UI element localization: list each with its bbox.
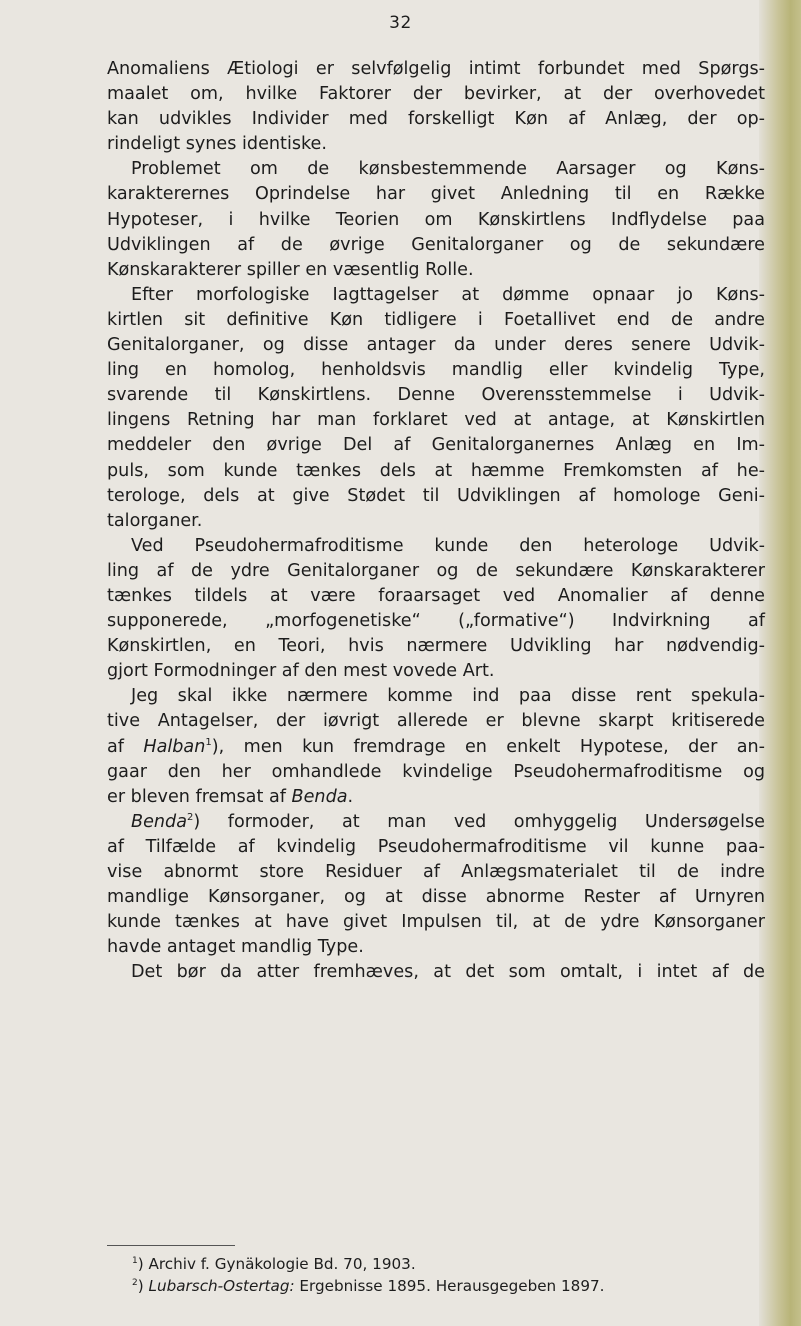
text-segment: Hypoteser, i hvilke Teorien om Kønskirtlens Indflydelse paa [107,209,765,230]
text-line [107,534,765,559]
text-segment: tive Antagelser, der iøvrigt allerede er blevne skarpt kritiserede [107,711,765,732]
text-line [107,835,765,860]
text-line [107,684,765,709]
text-segment: ) [137,1277,149,1295]
text-segment: svarende til Kønskirtlens. Denne Overensstemmelse i Udvik- [107,385,765,406]
italic-name: Halban [143,736,206,757]
footnote-mark: 1 [132,1256,138,1266]
italic-name: Lubarsch-Ostertag: [148,1277,295,1295]
italic-name: Benda [291,786,348,807]
text-line [107,333,765,358]
text-segment: tænkes tildels at være foraarsaget ved Anomalier af denne [107,585,765,606]
text-segment: rindeligt synes identiske. [107,134,327,155]
footnote-ref: 2 [187,811,194,823]
footnote-mark: 2 [132,1278,138,1288]
text-segment: lingens Retning har man forklaret ved at antage, at Kønskirtlen [107,410,765,431]
footnote [107,1275,765,1297]
text-segment: talorganer. [107,510,203,531]
text-segment: . [347,786,354,807]
text-segment: vise abnormt store Residuer af Anlægsmaterialet til de indre [107,862,765,882]
text-line [107,433,765,458]
footnote-ref: 1 [205,736,212,748]
text-line [107,559,765,584]
text-line [107,208,765,233]
text-line [107,308,765,333]
text-line [107,609,765,634]
text-segment: Genitalorganer, og disse antager da under deres senere Udvik- [107,335,765,356]
text-segment: Udviklingen af de øvrige Genitalorganer og de sekundære [107,234,765,255]
text-line [107,935,765,960]
text-line [107,509,765,534]
text-segment: kunde tænkes at have givet Impulsen til, at de ydre Kønsorganer [107,912,765,933]
page-number: 32 [389,13,412,33]
text-line [107,735,765,760]
text-segment: Problemet om de kønsbestemmende Aarsager og Køns- [131,159,765,180]
text-segment: Ved Pseudohermafroditisme kunde den heterologe Udvik- [131,535,765,556]
text-line [107,358,765,383]
footnotes [107,1253,765,1297]
text-line [107,258,765,283]
footnote-rule [107,1245,235,1246]
body-text [107,57,765,985]
text-segment: kirtlen sit definitive Køn tidligere i Foetallivet end de andre [107,309,765,330]
text-line [107,910,765,935]
text-segment: ling af de ydre Genitalorganer og de sekundære Kønskarakterer [107,560,765,581]
text-segment: terologe, dels at give Stødet til Udviklingen af homologe Geni- [107,485,765,506]
text-segment: puls, som kunde tænkes dels at hæmme Fremkomsten af he- [107,460,765,481]
footnote [107,1253,765,1275]
text-segment: meddeler den øvrige Del af Genitalorganernes Anlæg en Im- [107,435,765,456]
text-line [107,132,765,157]
text-segment: gjort Formodninger af den mest vovede Art. [107,661,495,682]
text-segment: mandlige Kønsorganer, og at disse abnorme Rester af Urnyren [107,887,765,908]
text-line [107,459,765,484]
text-segment: af [107,736,144,757]
text-line [107,157,765,182]
text-line [107,57,765,82]
text-line [107,82,765,107]
text-line [107,709,765,734]
text-line [107,233,765,258]
text-segment: kan udvikles Individer med forskelligt Køn af Anlæg, der op- [107,109,765,130]
text-segment: af Tilfælde af kvindelig Pseudohermafroditisme vil kunne paa- [107,836,765,857]
text-segment: maalet om, hvilke Faktorer der bevirker, at der overhovedet [107,84,765,105]
text-line [107,484,765,509]
text-line [107,810,765,835]
text-line [107,408,765,433]
text-segment: Efter morfologiske Iagttagelser at dømme opnaar jo Køns- [131,284,765,305]
text-segment: karakterernes Oprindelse har givet Anledning til en Række [107,184,765,205]
text-segment: supponerede, „morfogenetiske“ („formative“) Indvirkning af [107,611,765,632]
text-line [107,182,765,207]
text-line [107,785,765,810]
text-line [107,860,765,885]
page-edge [759,0,801,1326]
text-segment: havde antaget mandlig Type. [107,937,364,958]
text-segment: er bleven fremsat af [107,786,292,807]
text-segment: ) formoder, at man ved omhyggelig Undersøgelse [193,811,765,832]
text-segment: Det bør da atter fremhæves, at det som omtalt, i intet af de [131,962,765,983]
text-segment: Ergebnisse 1895. Herausgegeben 1897. [294,1277,605,1295]
text-segment: ) Archiv f. Gynäkologie Bd. 70, 1903. [137,1255,416,1273]
text-line [107,760,765,785]
text-segment: gaar den her omhandlede kvindelige Pseudohermafroditisme og [107,761,765,782]
text-segment: Jeg skal ikke nærmere komme ind paa disse rent spekula- [131,686,765,707]
italic-name: Benda [131,811,187,832]
text-segment: Anomaliens Ætiologi er selvfølgelig intimt forbundet med Spørgs- [107,59,765,79]
text-line [107,584,765,609]
text-segment: Kønskirtlen, en Teori, hvis nærmere Udvikling har nødvendig- [107,636,765,657]
text-line [107,885,765,910]
text-line [107,383,765,408]
text-line [107,283,765,308]
text-segment: ), men kun fremdrage en enkelt Hypotese, der an- [211,736,765,757]
text-segment: ling en homolog, henholdsvis mandlig eller kvindelig Type, [107,360,765,381]
text-segment: Kønskarakterer spiller en væsentlig Rolle. [107,259,474,280]
text-line [107,634,765,659]
text-line [107,659,765,684]
text-line [107,107,765,132]
text-line [107,960,765,985]
